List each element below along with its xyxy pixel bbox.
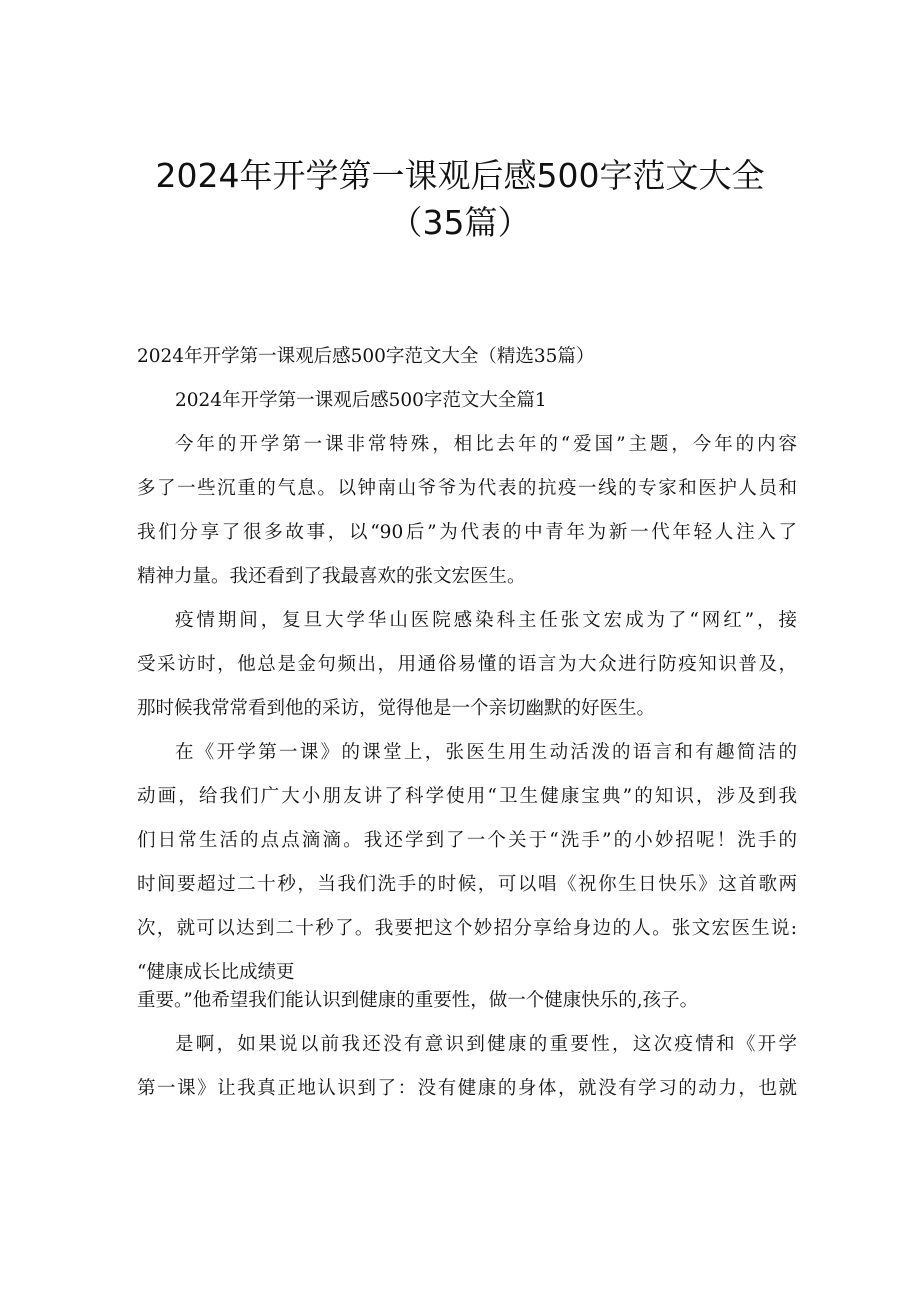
paragraph-4: [137, 1033, 797, 1101]
paragraph-line: 那时候我常常看到他的采访，觉得他是一个亲切幽默的好医生。: [137, 698, 656, 719]
paragraph-line: 在《开学第一课》的课堂上，张医生用生动活泼的语言和有趣简洁的: [175, 742, 797, 763]
paragraph-line: 今年的开学第一课非常特殊，相比去年的“爱国”主题，今年的内容: [175, 434, 797, 455]
paragraph-line: 重要。”他希望我们能认识到健康的重要性，做一个健康快乐的,孩子。: [137, 990, 699, 1011]
document-title-line-1: 2024年开学第一课观后感500字范文大全: [155, 156, 765, 195]
paragraph-line: 我们分享了很多故事，以“90后”为代表的中青年为新一代年轻人注入了: [137, 522, 797, 543]
paragraph-line: 多了一些沉重的气息。以钟南山爷爷为代表的抗疫一线的专家和医护人员和: [137, 478, 797, 499]
document-title-line-2: （35篇）: [389, 203, 531, 242]
paragraph-line: 受采访时，他总是金句频出，用通俗易懂的语言为大众进行防疫知识普及，: [137, 654, 797, 675]
paragraph-line: 是啊，如果说以前我还没有意识到健康的重要性，这次疫情和《开学: [175, 1034, 797, 1055]
section-heading: 2024年开学第一课观后感500字范文大全篇1: [175, 390, 547, 411]
paragraph-line: 第一课》让我真正地认识到了：没有健康的身体，就没有学习的动力，也就: [137, 1078, 797, 1099]
paragraph-1: [137, 433, 797, 589]
paragraph-line: 疫情期间，复旦大学华山医院感染科主任张文宏成为了“网红”，接: [175, 610, 797, 631]
paragraph-2: [137, 609, 797, 721]
paragraph-3: [137, 741, 797, 1013]
document-body: [137, 345, 797, 1101]
paragraph-line: 精神力量。我还看到了我最喜欢的张文宏医生。: [137, 566, 526, 587]
paragraph-line: “健康成长比成绩更: [137, 962, 295, 983]
paragraph-line: 次，就可以达到二十秒了。我要把这个妙招分享给身边的人。张文宏医生说:: [137, 918, 797, 939]
paragraph-line: 时间要超过二十秒，当我们洗手的时候，可以唱《祝你生日快乐》这首歌两: [137, 874, 797, 895]
paragraph-line: 动画，给我们广大小朋友讲了科学使用“卫生健康宝典”的知识，涉及到我: [137, 786, 797, 807]
intro-line: 2024年开学第一课观后感500字范文大全（精选35篇）: [137, 346, 595, 367]
paragraph-line: 们日常生活的点点滴滴。我还学到了一个关于“洗手”的小妙招呢！洗手的: [137, 830, 797, 851]
